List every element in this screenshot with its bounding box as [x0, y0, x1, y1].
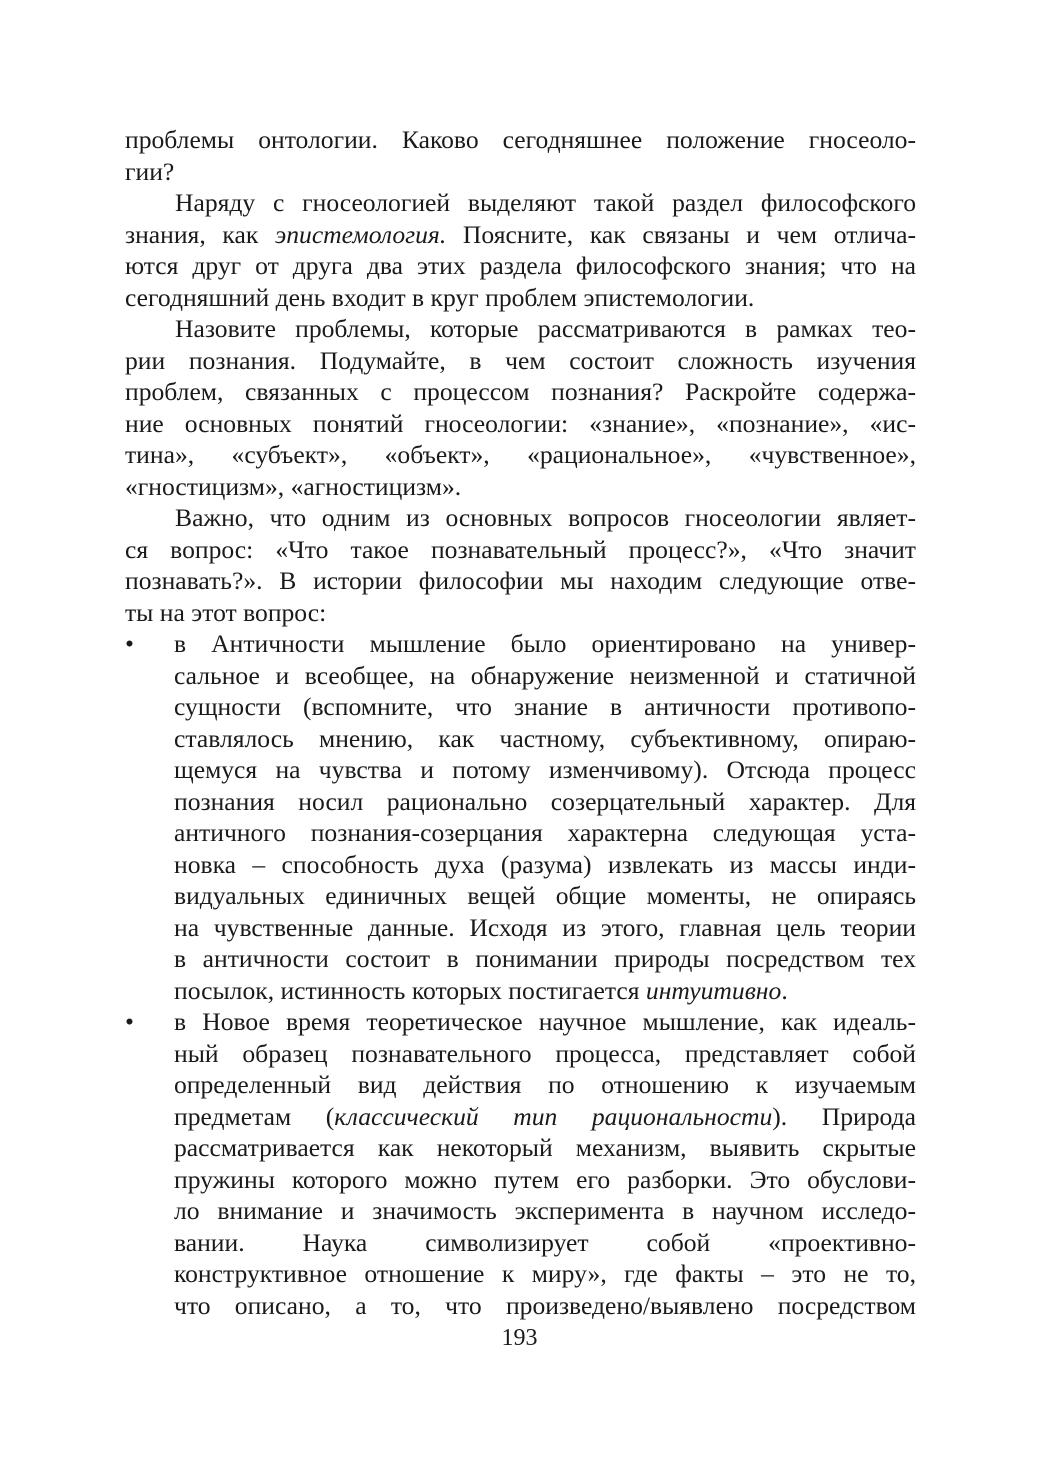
text-run: ются друг от друга два этих раздела философского знания; что на — [125, 251, 916, 280]
text-line — [174, 817, 916, 849]
text-run: в Новое время теоретическое научное мышление, как идеаль- — [174, 1007, 916, 1036]
text-run: ты на этот вопрос: — [125, 597, 327, 627]
text-line — [174, 754, 916, 786]
text-line — [125, 345, 916, 377]
text-run: Поясните, как связаны и чем отлича- — [446, 219, 916, 249]
text-run: Важно, что одним из основных вопросов гносеологии являет- — [175, 503, 916, 532]
bullet-list — [125, 628, 916, 1321]
text-run: Наряду с гносеологией выделяют такой раздел философского — [175, 188, 916, 217]
text-line — [174, 1258, 916, 1290]
text-line — [125, 534, 916, 566]
text-line — [174, 1164, 916, 1196]
text-run: что описано, а то, что произведено/выявлено посредством — [174, 1290, 916, 1320]
bullet-marker: • — [125, 629, 134, 658]
text-line — [125, 408, 916, 440]
italic-term: классический тип рациональности — [334, 1101, 773, 1131]
text-run: сегодняшний день входит в круг проблем эпистемологии. — [125, 282, 755, 312]
list-item — [125, 1006, 916, 1321]
text-run: «гностицизм», «агностицизм». — [125, 471, 462, 501]
text-run: посылок, истинность которых постигается — [174, 975, 646, 1005]
page-number: 193 — [501, 1325, 538, 1351]
text-line — [174, 1038, 916, 1070]
text-run: новка – способность духа (разума) извлекать из массы инди- — [174, 849, 916, 879]
text-line — [174, 723, 916, 755]
text-line — [174, 912, 916, 944]
text-run: в Античности мышление было ориентировано на универ- — [174, 629, 916, 658]
text-run: предметам ( — [174, 1101, 335, 1131]
text-line — [174, 628, 916, 660]
text-line — [125, 565, 916, 597]
italic-term: эпистемология. — [274, 219, 447, 249]
paragraphs — [125, 124, 916, 628]
text-line — [125, 282, 916, 314]
text-line — [125, 502, 916, 534]
text-run: ный образец познавательного процесса, представляет собой — [174, 1038, 916, 1068]
text-run: вании. Наука символизирует собой «проективно- — [174, 1227, 916, 1257]
text-run: определенный вид действия по отношению к изучаемым — [174, 1070, 916, 1099]
text-line — [174, 943, 916, 975]
text-run: сущности (вспомните, что знание в античности противопо- — [174, 692, 916, 721]
page-body — [125, 124, 916, 1321]
bullet-marker: • — [125, 1007, 134, 1036]
text-run: тина», «субъект», «объект», «рациональное», «чувственное», — [125, 440, 916, 469]
text-run: в античности состоит в понимании природы посредством тех — [174, 944, 916, 973]
text-line — [125, 250, 916, 282]
text-run: проблемы онтологии. Каково сегодняшнее положение гносеоло- — [125, 125, 916, 154]
text-line — [174, 1069, 916, 1101]
text-run: ся вопрос: «Что такое познавательный процесс?», «Что значит — [125, 534, 916, 564]
text-line — [125, 439, 916, 471]
text-line — [174, 1227, 916, 1259]
text-line — [125, 471, 916, 503]
text-line — [174, 880, 916, 912]
text-line — [125, 187, 916, 219]
text-line — [125, 124, 916, 156]
text-run: ставлялось мнению, как частному, субъективному, опираю- — [174, 723, 916, 753]
text-line — [174, 660, 916, 692]
text-run: сальное и всеобщее, на обнаружение неизменной и статичной — [174, 660, 916, 690]
text-line — [174, 786, 916, 818]
text-run: ние основных понятий гносеологии: «знание», «познание», «ис- — [125, 408, 916, 438]
text-run: познания носил рационально созерцательный характер. Для — [174, 786, 916, 816]
text-run: щемуся на чувства и потому изменчивому). Отсюда процесс — [174, 755, 916, 784]
text-line — [125, 313, 916, 345]
text-run: ). Природа — [772, 1101, 916, 1131]
text-run: гии? — [125, 156, 175, 186]
text-line — [174, 1101, 916, 1133]
italic-term: интуитивно — [645, 975, 782, 1005]
text-line — [174, 1006, 916, 1038]
text-run: ло внимание и значимость эксперимента в научном исследо- — [174, 1196, 916, 1225]
text-line — [125, 597, 916, 629]
text-run: Назовите проблемы, которые рассматриваются в рамках тео- — [175, 314, 916, 343]
text-run: рии познания. Подумайте, в чем состоит сложность изучения — [125, 345, 916, 375]
text-line — [174, 1132, 916, 1164]
text-line — [125, 219, 916, 251]
paragraph — [125, 502, 916, 628]
paragraph — [125, 124, 916, 187]
text-run: знания, как — [125, 219, 275, 249]
paragraph — [125, 313, 916, 502]
text-line — [174, 975, 916, 1007]
paragraph — [125, 187, 916, 313]
text-run: античного познания-созерцания характерна следующая уста- — [174, 818, 916, 847]
text-line — [174, 1195, 916, 1227]
text-run: конструктивное отношение к миру», где факты – это не то, — [174, 1259, 916, 1288]
text-run: видуальных единичных вещей общие моменты, не опираясь — [174, 881, 916, 910]
text-run: проблем, связанных с процессом познания? Раскройте содержа- — [125, 377, 916, 406]
text-run: познавать?». В истории философии мы находим следующие отве- — [125, 566, 916, 595]
text-run: рассматривается как некоторый механизм, выявить скрытые — [174, 1133, 916, 1162]
text-line — [174, 849, 916, 881]
text-line — [125, 156, 916, 188]
text-line — [125, 376, 916, 408]
text-run: . — [781, 975, 788, 1005]
text-run: на чувственные данные. Исходя из этого, главная цель теории — [174, 912, 916, 942]
list-item — [125, 628, 916, 1006]
text-line — [174, 691, 916, 723]
text-line — [174, 1290, 916, 1322]
text-run: пружины которого можно путем его разборки. Это обуслови- — [174, 1164, 916, 1194]
